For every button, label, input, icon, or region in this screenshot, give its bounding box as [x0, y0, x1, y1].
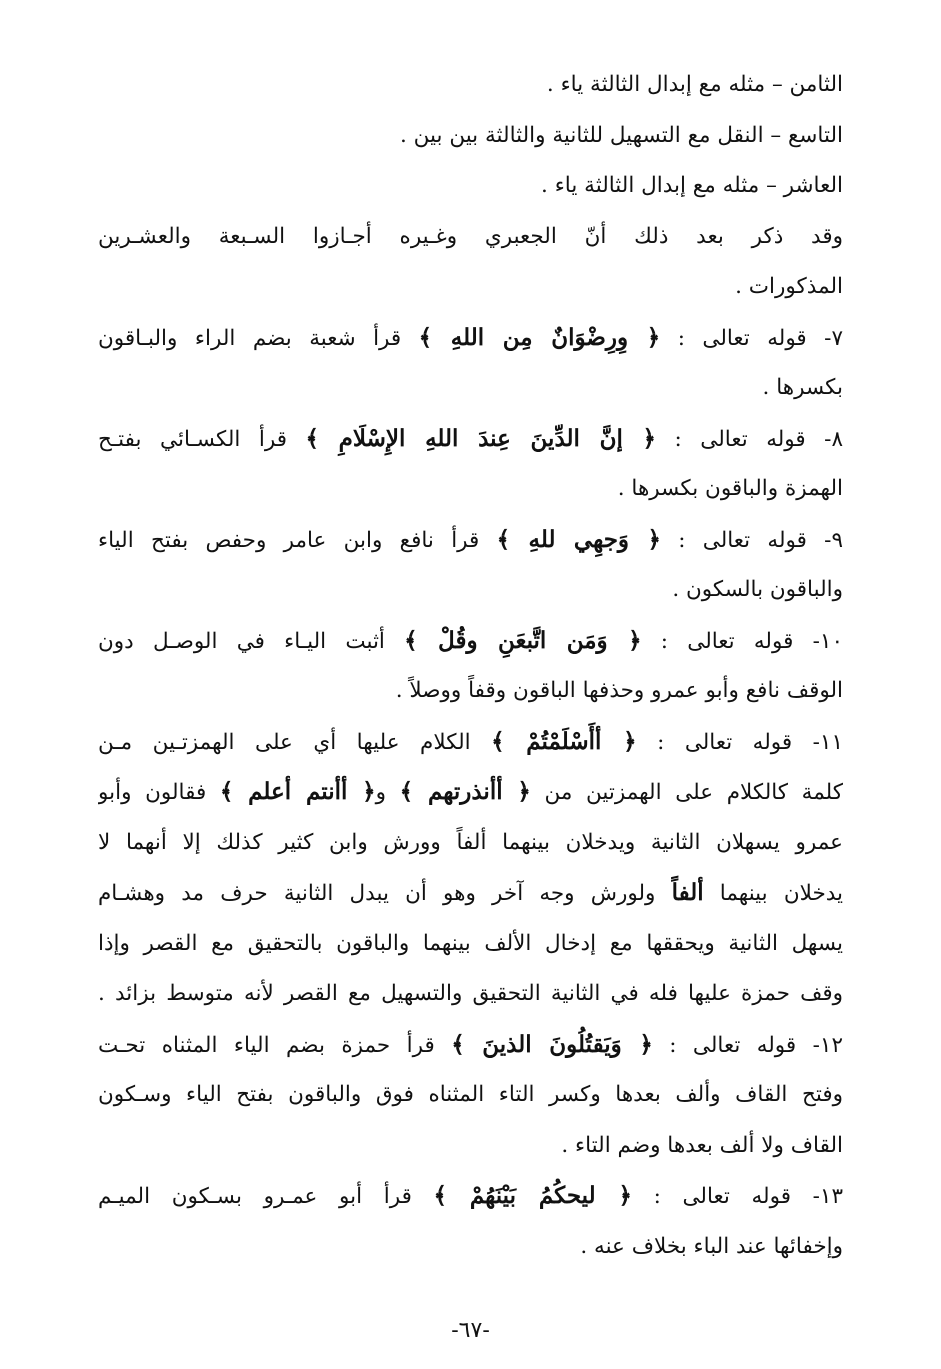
text-segment: كلمة كالكلام على الهمزتين من	[530, 780, 843, 805]
text-line	[98, 1171, 843, 1222]
text-segment: و	[375, 780, 400, 805]
text-segment: العاشر – مثله مع إبدال الثالثة ياء .	[541, 173, 843, 198]
quran-quote: ﴿ أأنتم أعلم ﴾	[219, 778, 376, 805]
text-segment: وفتح القاف وألف بعدها وكسر التاء المثناه فوق والباقون بفتح الياء وسـكون	[98, 1082, 843, 1107]
text-segment: التاسع – النقل مع التسهيل للثانية والثالثة بين بين .	[399, 122, 843, 148]
text-segment: ١٠- قوله تعالى :	[641, 628, 843, 654]
text-segment: الوقف نافع وأبو عمرو وحذفها الباقون وقفاً ووصلاً .	[395, 678, 843, 703]
text-line	[98, 767, 843, 818]
text-line	[98, 919, 843, 970]
text-line	[98, 868, 843, 919]
text-line	[98, 111, 843, 162]
text-segment: قرأ حمزة بضم الياء المثناه تحـت	[98, 1032, 452, 1058]
page-number: -٦٧-	[451, 1318, 490, 1343]
text-line	[98, 363, 843, 414]
quran-quote: ﴿ وَيَقتُلُونَ الذينَ ﴾	[451, 1030, 653, 1058]
text-segment: يدخلان بينهما	[703, 881, 843, 906]
text-line	[98, 1070, 843, 1121]
quran-quote: ﴿ أأنذرتهم ﴾	[399, 778, 531, 805]
text-segment: فقالون وأبو	[98, 780, 220, 805]
text-segment: المذكورات .	[735, 274, 843, 299]
text-line	[98, 161, 843, 212]
text-line	[98, 262, 843, 313]
text-segment: أثبت اليـاء في الوصـل دون	[98, 628, 405, 654]
text-segment: يسهل الثانية ويحققها مع إدخال الألف بينهما والباقون بالتحقيق مع القصر وإذا	[98, 930, 843, 956]
text-segment: قرأ شعبة بضم الراء والبـاقون	[98, 325, 419, 351]
text-segment: بكسرها .	[762, 375, 843, 400]
text-segment: ٩- قوله تعالى :	[660, 527, 843, 553]
text-line	[98, 969, 843, 1020]
text-segment: ١١- قوله تعالى :	[636, 729, 843, 755]
text-segment: قرأ نافع وابن عامر وحفص بفتح الياء	[98, 527, 497, 553]
quran-quote: ألفاً	[671, 879, 704, 906]
text-line	[98, 60, 843, 111]
page-body	[98, 60, 843, 1272]
text-line	[98, 1121, 843, 1172]
text-line	[98, 565, 843, 616]
quran-quote: ﴿ وِرِضْوَانٌ مِن اللهِ ﴾	[418, 323, 661, 351]
text-segment: الكلام عليها أي على الهمزتـين مـن	[98, 729, 492, 755]
text-line	[98, 818, 843, 869]
text-line	[98, 414, 843, 465]
quran-quote: ﴿ وَجهِي للهِ ﴾	[496, 525, 661, 553]
text-segment: ٧- قوله تعالى :	[660, 325, 843, 351]
quran-quote: ﴿ وَمَن اتَّبعَنِ وقُلْ ﴾	[404, 626, 642, 654]
text-line	[98, 717, 843, 768]
text-segment: الثامن – مثله مع إبدال الثالثة ياء .	[546, 72, 843, 97]
text-segment: قرأ الكسـائي بفتـح	[98, 426, 306, 452]
text-segment: ولورش وجه آخر وهو أن يبدل الثانية حرف مد وهشـام	[98, 881, 672, 906]
text-segment: والباقون بالسكون .	[672, 577, 843, 602]
text-segment: ١٢- قوله تعالى :	[652, 1032, 843, 1058]
text-line	[98, 1020, 843, 1071]
text-line	[98, 616, 843, 667]
text-line	[98, 666, 843, 717]
text-segment: وإخفائها عند الباء بخلاف عنه .	[580, 1233, 843, 1259]
text-line	[98, 313, 843, 364]
text-segment: عمرو يسهلان الثانية ويدخلان بينهما ألفاً وورش وابن كثير كذلك إلا أنهما لا	[98, 829, 843, 855]
quran-quote: ﴿ أأَسْلَمْتُمْ ﴾	[491, 727, 637, 755]
quran-quote: ﴿ ليحكُمُ بَيْنَهُمْ ﴾	[433, 1182, 632, 1209]
text-segment: الهمزة والباقون بكسرها .	[617, 476, 843, 501]
text-segment: القاف ولا ألف بعدها وضم التاء .	[561, 1132, 843, 1158]
text-line	[98, 515, 843, 566]
text-line	[98, 1222, 843, 1273]
text-segment: وقد ذكر بعد ذلك أنّ الجعبري وغـيره أجـازوا السـبعة والعشـرين	[98, 223, 843, 249]
text-segment: ٨- قوله تعالى :	[656, 426, 843, 452]
text-segment: قرأ أبو عمـرو بسـكون الميـم	[98, 1184, 434, 1209]
text-line	[98, 464, 843, 515]
text-segment: ١٣- قوله تعالى :	[631, 1184, 843, 1209]
text-line	[98, 212, 843, 263]
quran-quote: ﴿ إنَّ الدِّينَ عِندَ اللهِ الإِسْلَامِ ﴾	[305, 424, 657, 452]
text-segment: وقف حمزة عليها فله في الثانية التحقيق والتسهيل مع القصر لأنه متوسط بزائد .	[98, 981, 843, 1006]
